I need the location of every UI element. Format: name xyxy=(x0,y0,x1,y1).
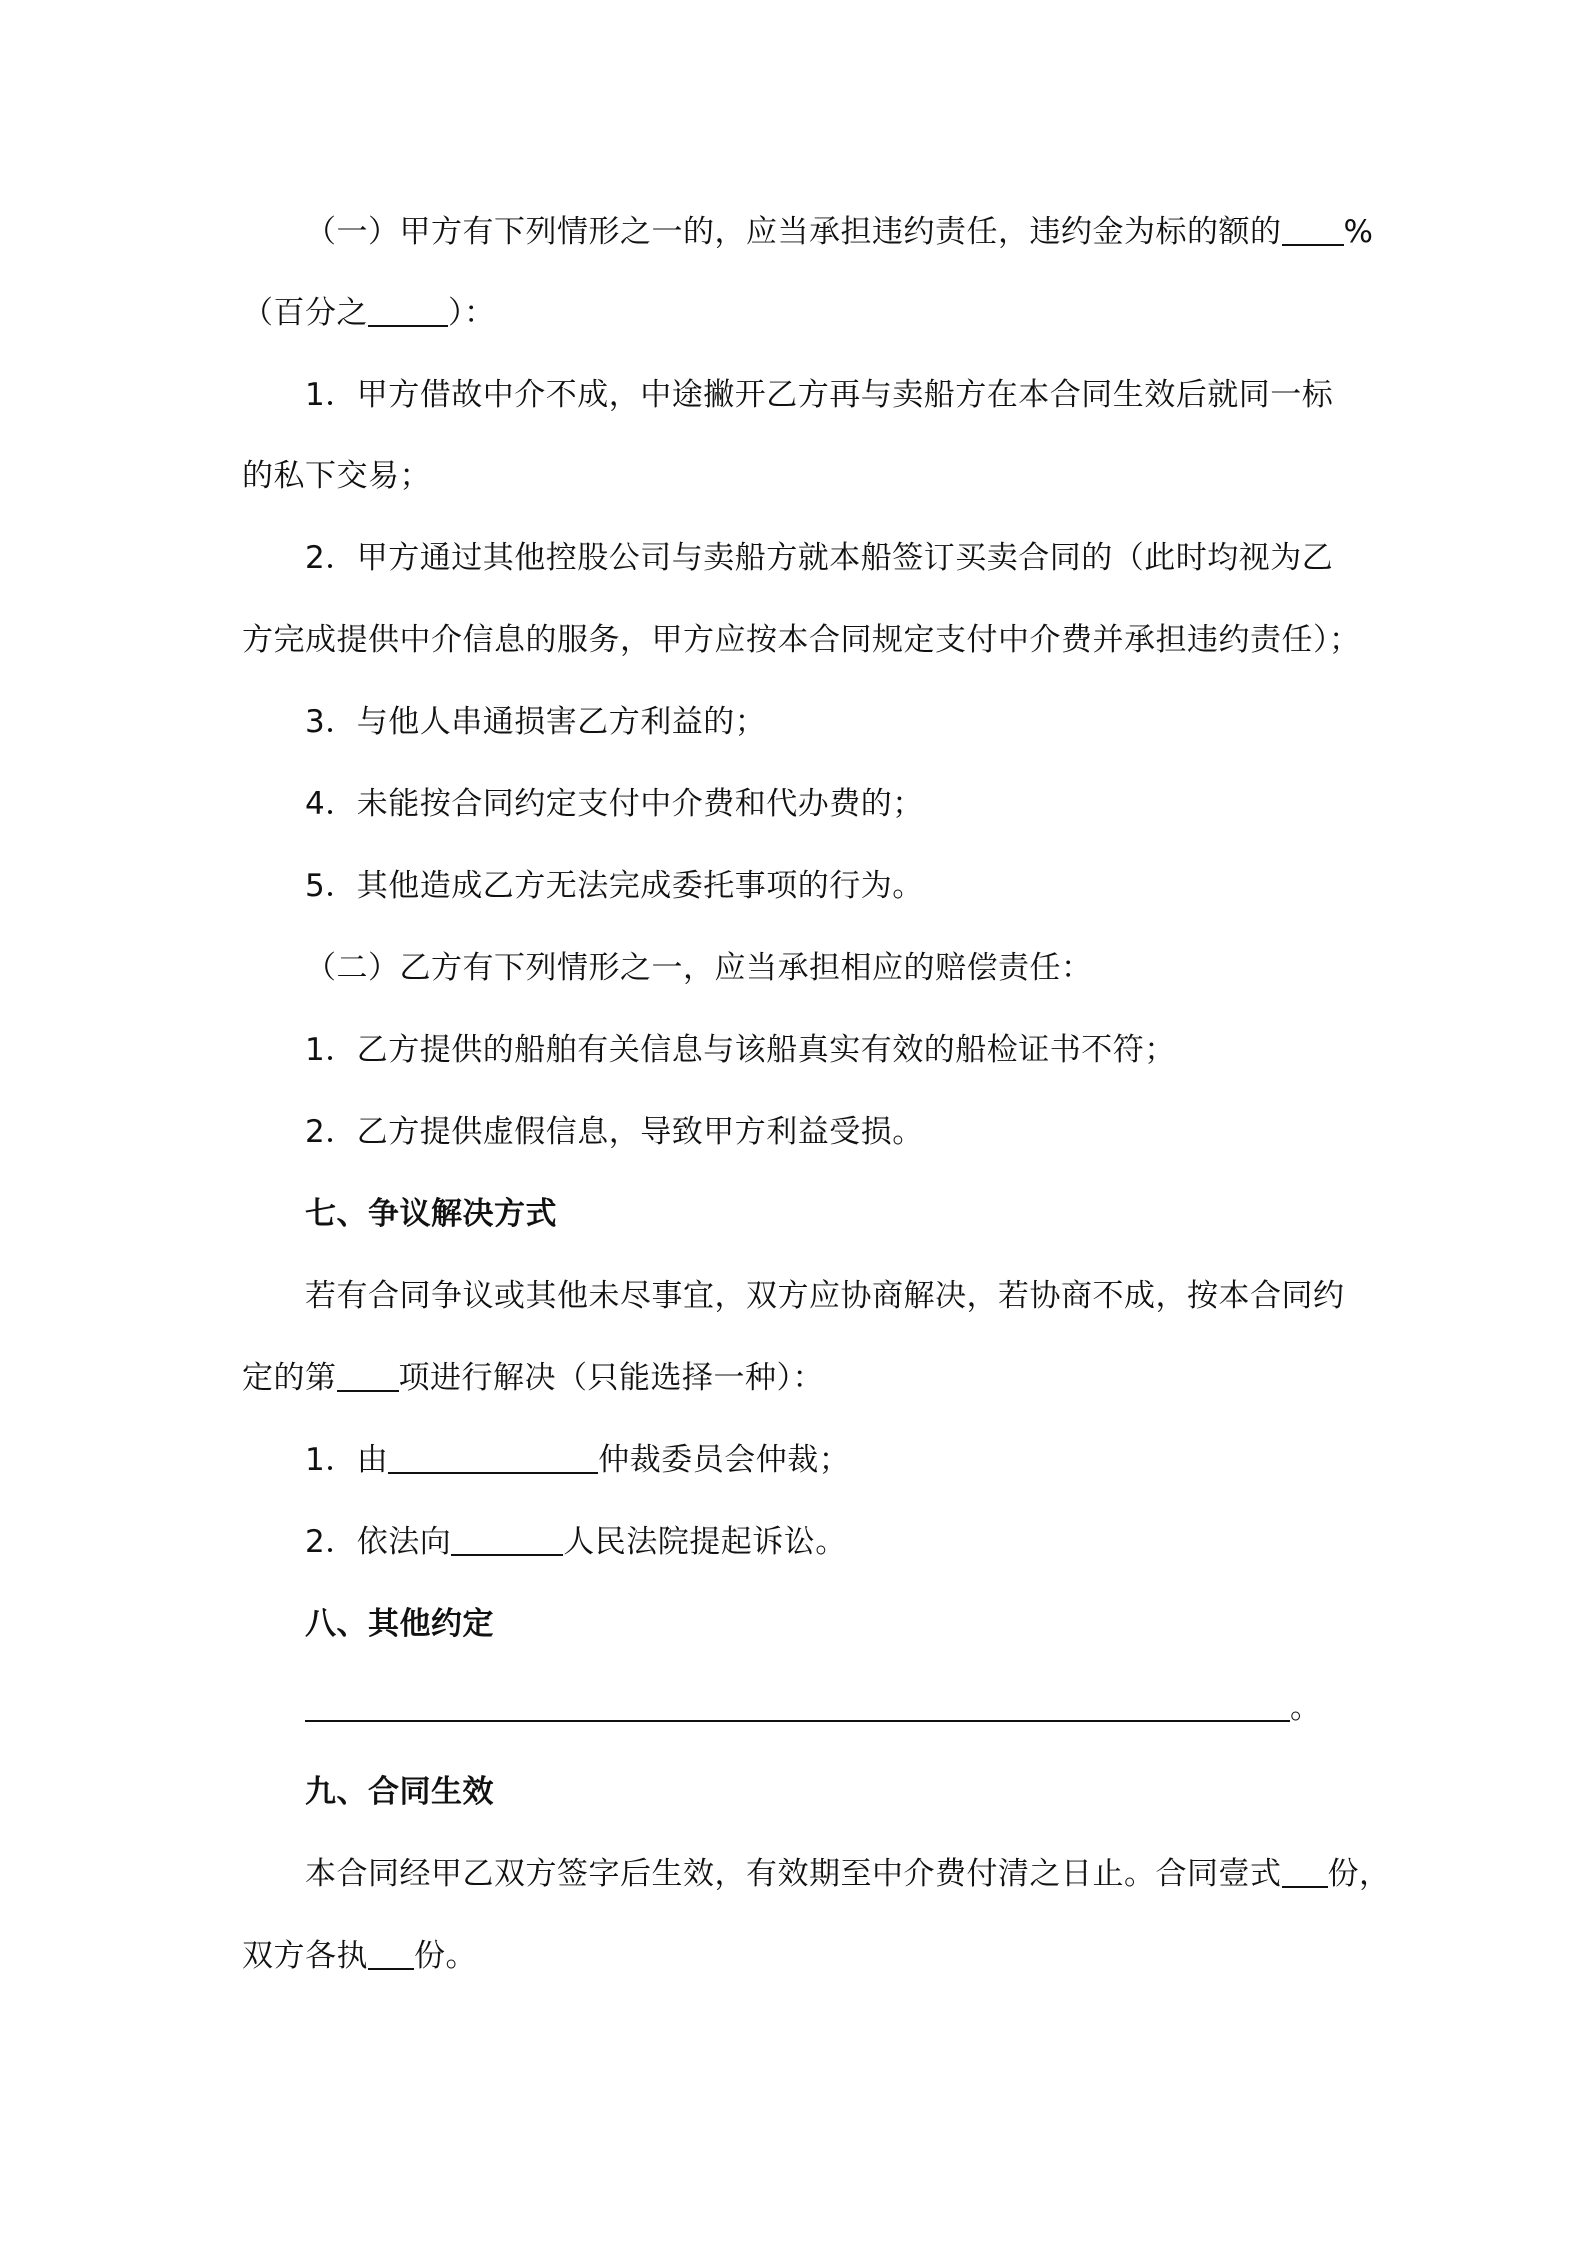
arbitration-label: 1．由 xyxy=(305,1442,389,1478)
court-blank[interactable] xyxy=(451,1524,563,1556)
litigation-text: 人民法院提起诉讼。 xyxy=(563,1524,847,1560)
party-b-clause: （二）乙方有下列情形之一，应当承担相应的赔偿责任： xyxy=(305,950,1093,986)
party-a-item-4: 4．未能按合同约定支付中介费和代办费的； xyxy=(305,786,924,822)
section-7-heading: 七、争议解决方式 xyxy=(305,1196,557,1232)
party-a-item-1-line-2: 的私下交易； xyxy=(242,458,431,494)
effect-text: 本合同经甲乙双方签字后生效，有效期至中介费付清之日止。合同壹式 xyxy=(305,1856,1282,1892)
party-a-item-2-line-1: 2．甲方通过其他控股公司与卖船方就本船签订买卖合同的（此时均视为乙 xyxy=(305,540,1334,576)
dispute-option-label: 定的第 xyxy=(242,1360,337,1396)
percent-words-label: （百分之 xyxy=(242,295,368,331)
copies-each-unit: 份。 xyxy=(414,1938,477,1974)
litigation-option xyxy=(305,1522,847,1562)
section-8-heading: 八、其他约定 xyxy=(305,1606,494,1642)
penalty-percent-blank[interactable] xyxy=(1282,214,1344,246)
percent-words-close: ）： xyxy=(448,295,496,331)
penalty-clause-text: （一）甲方有下列情形之一的，应当承担违约责任，违约金为标的额的 xyxy=(305,214,1282,250)
percent-words-blank[interactable] xyxy=(368,295,448,327)
party-a-item-5: 5．其他造成乙方无法完成委托事项的行为。 xyxy=(305,868,924,904)
penalty-clause-line-2 xyxy=(242,293,496,333)
arbitration-committee-blank[interactable] xyxy=(388,1442,598,1474)
litigation-label: 2．依法向 xyxy=(305,1524,452,1560)
dispute-option-blank[interactable] xyxy=(337,1360,399,1392)
copies-total-blank[interactable] xyxy=(1282,1856,1328,1888)
arbitration-text: 仲裁委员会仲裁； xyxy=(598,1442,851,1478)
party-a-item-2-line-2: 方完成提供中介信息的服务，甲方应按本合同规定支付中介费并承担违约责任）； xyxy=(242,622,1361,658)
party-b-item-1: 1．乙方提供的船舶有关信息与该船真实有效的船检证书不符； xyxy=(305,1032,1176,1068)
penalty-clause-line-1 xyxy=(305,212,1373,252)
effect-line-2 xyxy=(242,1936,477,1976)
party-a-item-1-line-1: 1．甲方借故中介不成，中途撇开乙方再与卖船方在本合同生效后就同一标 xyxy=(305,377,1334,413)
section-9-heading: 九、合同生效 xyxy=(305,1774,494,1810)
copies-total-unit: 份， xyxy=(1327,1856,1391,1892)
party-a-item-3: 3．与他人串通损害乙方利益的； xyxy=(305,704,767,740)
other-terms-line xyxy=(305,1688,1322,1728)
dispute-option-text: 项进行解决（只能选择一种）： xyxy=(398,1360,824,1396)
dispute-line-2 xyxy=(242,1358,824,1398)
party-b-item-2: 2．乙方提供虚假信息，导致甲方利益受损。 xyxy=(305,1114,924,1150)
arbitration-option xyxy=(305,1440,850,1480)
copies-each-blank[interactable] xyxy=(368,1938,414,1970)
other-terms-blank[interactable] xyxy=(305,1690,1290,1722)
percent-sign: % xyxy=(1343,214,1374,250)
other-terms-period: 。 xyxy=(1290,1690,1322,1726)
copies-each-label: 双方各执 xyxy=(242,1938,368,1974)
effect-line-1 xyxy=(305,1854,1391,1894)
dispute-line-1: 若有合同争议或其他未尽事宜，双方应协商解决，若协商不成，按本合同约 xyxy=(305,1278,1345,1314)
